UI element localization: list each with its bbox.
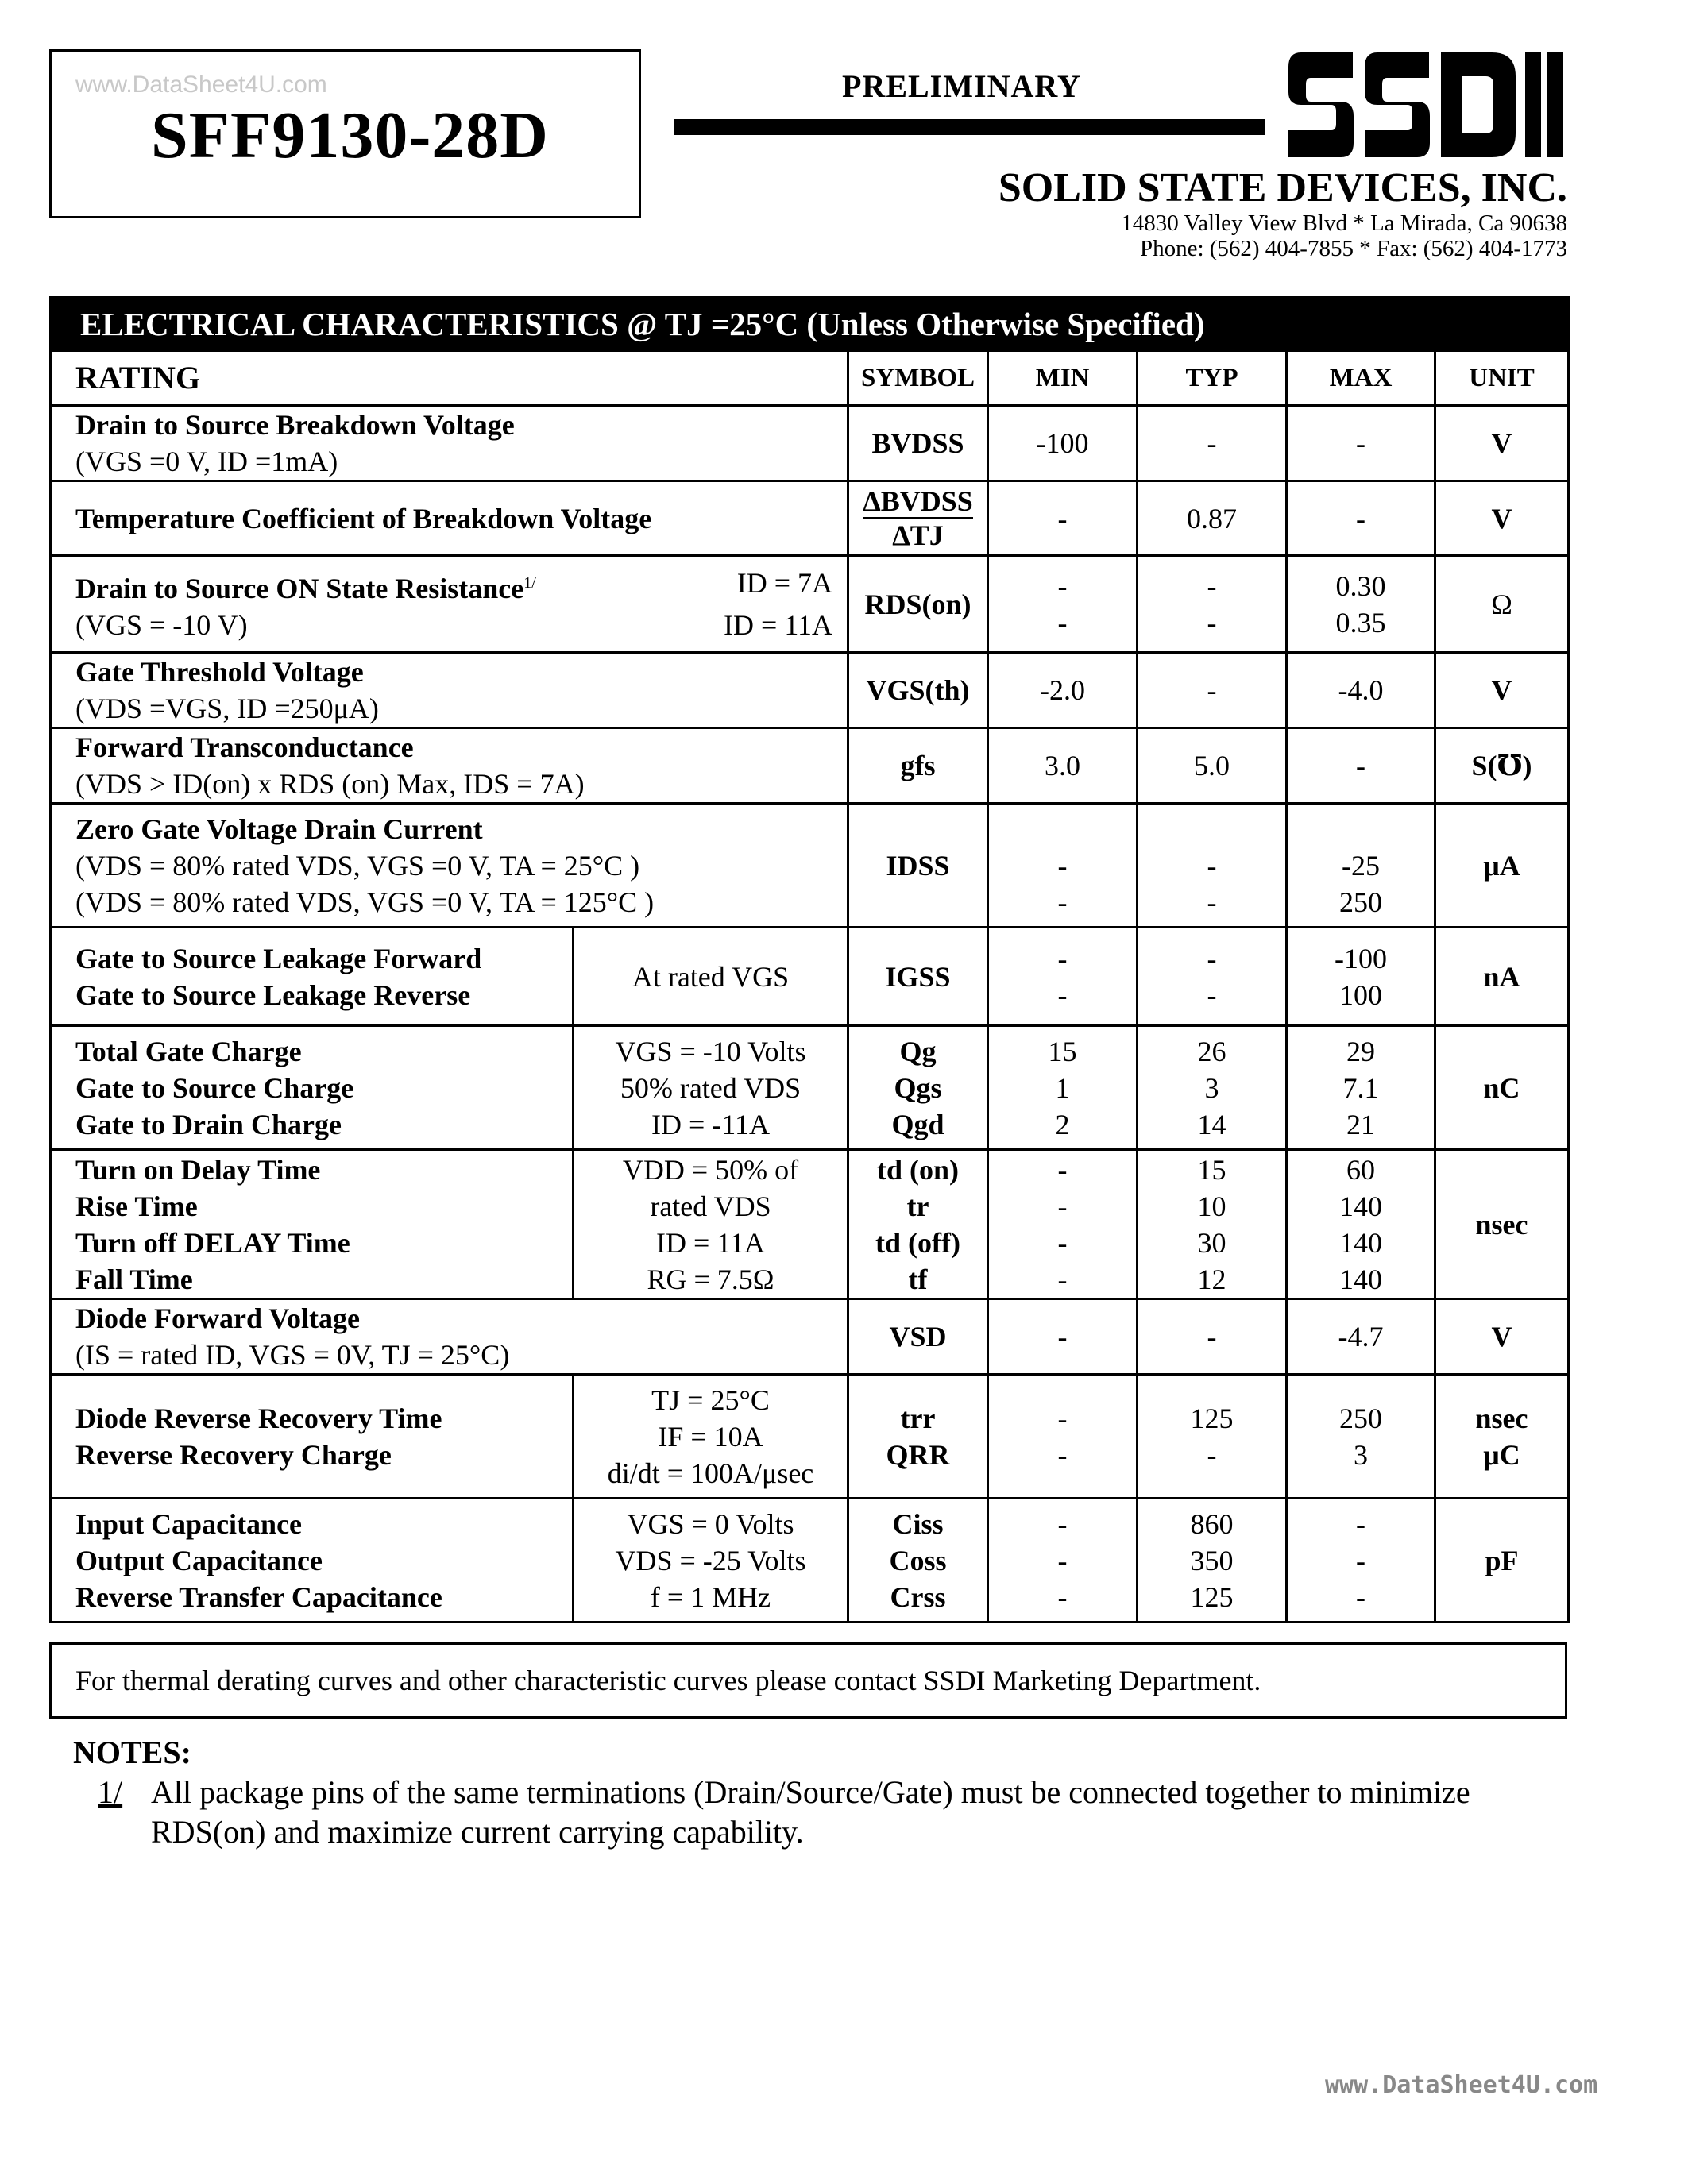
col-typ: TYP [1138,351,1287,406]
test-condition: TJ = 25°C [651,1383,770,1416]
max-value: - [1356,1580,1365,1613]
company-address: 14830 Valley View Blvd * La Mirada, Ca 90638 [1121,210,1567,236]
typ-value: - [1138,406,1287,481]
test-condition: 50% rated VDS [620,1071,802,1104]
max-value: - [1287,728,1435,804]
max-value: - [1356,1544,1365,1576]
test-condition: di/dt = 100A/μsec [607,1457,814,1489]
typ-value: - [1207,606,1217,639]
rating-name: Gate to Source Leakage Forward [75,942,482,974]
table-header-row [51,351,1569,406]
symbol: BVDSS [848,406,988,481]
note-number: 1/ [98,1774,123,1810]
max-value: -25 [1342,849,1380,882]
rating-name: Gate to Source Charge [75,1071,354,1104]
symbol: VGS(th) [848,653,988,728]
typ-value: - [1207,942,1217,974]
note-text-line2: RDS(on) and maximize current carrying capability. [151,1814,804,1850]
rating-condition-id2: ID = 11A [724,609,832,641]
rating-condition-id1: ID = 7A [736,567,832,599]
unit: μC [1483,1438,1520,1471]
company-phone-fax: Phone: (562) 404-7855 * Fax: (562) 404-1773 [1139,236,1567,261]
min-value: - [1057,1580,1068,1613]
symbol: td (on) [876,1153,959,1186]
max-value: 7.1 [1342,1071,1379,1104]
rating-name: Gate Threshold Voltage [75,656,364,688]
symbol: td (off) [875,1226,960,1259]
min-value: - [1057,606,1068,639]
rating-name: Drain to Source Breakdown Voltage [75,409,515,441]
min-value: - [1057,1263,1068,1295]
col-min: MIN [988,351,1138,406]
col-max: MAX [1287,351,1435,406]
min-value: - [1057,1190,1068,1222]
symbol: tr [906,1190,929,1222]
test-condition: VDS = -25 Volts [615,1544,806,1576]
typ-value: 125 [1190,1580,1234,1613]
max-value: - [1287,406,1435,481]
rating-name: Diode Forward Voltage [75,1302,360,1334]
rating-name: Drain to Source ON State Resistance [75,573,524,604]
min-value: 2 [1055,1108,1070,1140]
unit: pF [1435,1499,1569,1623]
table-row [51,728,1569,804]
min-value: 15 [1048,1035,1077,1067]
table-row [51,1026,1569,1150]
rating-condition: (VDS = 80% rated VDS, VGS =0 V, TA = 125°C ) [75,886,655,918]
part-number: SFF9130-28D [151,98,549,172]
test-condition: f = 1 MHz [650,1580,771,1613]
max-value: 250 [1339,1402,1382,1434]
typ-value: 125 [1190,1402,1234,1434]
table-row [51,1150,1569,1299]
typ-value: 5.0 [1138,728,1287,804]
rating-name: Fall Time [75,1263,193,1295]
typ-value: 26 [1197,1035,1226,1067]
rating-condition: (IS = rated ID, VGS = 0V, TJ = 25°C) [75,1339,510,1371]
min-value: 1 [1055,1071,1070,1104]
rating-condition: (VGS =0 V, ID =1mA) [75,446,338,477]
rating-name: Turn off DELAY Time [75,1226,350,1259]
symbol: Coss [889,1544,947,1576]
symbol: RDS(on) [848,556,988,653]
min-value: - [1057,569,1068,602]
unit: S(℧) [1435,728,1569,804]
min-value: - [1057,1226,1068,1259]
max-value: 3 [1354,1438,1368,1471]
typ-value: 10 [1197,1190,1226,1222]
test-condition: RG = 7.5Ω [647,1263,774,1295]
unit: nA [1435,928,1569,1026]
status-label: PRELIMINARY [842,68,1081,104]
min-value: - [1057,1153,1068,1186]
rating-name: Zero Gate Voltage Drain Current [75,812,483,845]
unit: Ω [1435,556,1569,653]
typ-value: 30 [1197,1226,1226,1259]
table-title: ELECTRICAL CHARACTERISTICS @ TJ =25°C (Unless Otherwise Specified) [51,298,1569,351]
note-text-line1: All package pins of the same terminations (Drain/Source/Gate) must be connected together to minimize [151,1774,1470,1810]
table-row [51,481,1569,556]
typ-value: 860 [1190,1507,1234,1540]
rating-name: Total Gate Charge [75,1035,302,1067]
test-condition: VGS = -10 Volts [615,1035,806,1067]
test-condition: VDD = 50% of [622,1153,799,1186]
col-unit: UNIT [1435,351,1569,406]
min-value: - [1057,942,1068,974]
rating-condition: (VDS > ID(on) x RDS (on) Max, IDS = 7A) [75,768,585,800]
test-condition: rated VDS [650,1190,771,1222]
symbol: Ciss [892,1507,944,1540]
max-value: 29 [1346,1035,1375,1067]
typ-value: 14 [1197,1108,1226,1140]
symbol: tf [908,1263,928,1295]
unit: V [1435,653,1569,728]
contact-note-box: For thermal derating curves and other characteristic curves please contact SSDI Marketing Department. [49,1642,1567,1719]
typ-value: - [1207,978,1217,1011]
symbol: trr [900,1402,936,1434]
max-value: -4.0 [1287,653,1435,728]
max-value: 0.35 [1335,606,1386,639]
typ-value: - [1138,653,1287,728]
max-value: 140 [1339,1190,1382,1222]
test-condition: ID = -11A [651,1108,770,1140]
col-symbol: SYMBOL [848,351,988,406]
max-value: 250 [1339,886,1382,918]
min-value: - [1057,978,1068,1011]
typ-value: - [1207,1438,1217,1471]
symbol: IDSS [848,804,988,928]
col-rating: RATING [51,351,848,406]
symbol: gfs [848,728,988,804]
header-rule [674,119,1265,135]
rating-name: Reverse Transfer Capacitance [75,1580,442,1613]
electrical-characteristics-table [49,296,1570,1623]
rating-name: Rise Time [75,1190,198,1222]
rating-name: Gate to Source Leakage Reverse [75,978,471,1011]
unit: nC [1435,1026,1569,1150]
max-value: 60 [1346,1153,1375,1186]
typ-value: 350 [1190,1544,1234,1576]
unit: V [1435,406,1569,481]
symbol: QRR [886,1438,950,1471]
watermark-bottom: www.DataSheet4U.com [1325,2071,1598,2099]
table-row [51,406,1569,481]
unit: V [1435,1299,1569,1375]
typ-value: 3 [1204,1071,1219,1104]
max-value: - [1356,1507,1365,1540]
typ-value: 15 [1197,1153,1226,1186]
rating-name: Output Capacitance [75,1544,323,1576]
typ-value: - [1138,1299,1287,1375]
max-value: 140 [1339,1263,1382,1295]
test-condition: VGS = 0 Volts [627,1507,794,1540]
min-value: - [1057,1402,1068,1434]
symbol-numerator: ΔBVDSS [863,485,973,519]
symbol: VSD [848,1299,988,1375]
symbol: Qgs [894,1071,942,1104]
min-value: - [1057,1544,1068,1576]
min-value: - [988,1299,1138,1375]
rating-name: Input Capacitance [75,1507,303,1540]
typ-value: - [1207,886,1217,918]
rating-name: Forward Transconductance [75,731,414,763]
symbol: Crss [890,1580,946,1613]
symbol: IGSS [848,928,988,1026]
rating-condition: (VDS =VGS, ID =250μA) [75,693,379,724]
min-value: -2.0 [988,653,1138,728]
table-row [51,1299,1569,1375]
rating-name: Gate to Drain Charge [75,1108,342,1140]
max-value: 100 [1339,978,1382,1011]
company-name: SOLID STATE DEVICES, INC. [998,165,1567,210]
unit: nsec [1475,1402,1528,1434]
max-value: -100 [1335,942,1387,974]
rating-name: Reverse Recovery Charge [75,1438,392,1471]
min-value: - [1057,886,1068,918]
notes-heading: NOTES: [73,1734,191,1770]
min-value: - [1057,849,1068,882]
rating-name: Temperature Coefficient of Breakdown Voltage [51,481,848,556]
table-row [51,556,1569,653]
symbol: Qgd [891,1108,944,1140]
max-value: - [1287,481,1435,556]
ssdi-logo [1285,48,1567,163]
typ-value: - [1207,569,1217,602]
typ-value: 12 [1197,1263,1226,1295]
rating-condition: (VDS = 80% rated VDS, VGS =0 V, TA = 25°C ) [75,849,640,882]
max-value: 0.30 [1335,569,1386,602]
min-value: - [988,481,1138,556]
unit: V [1435,481,1569,556]
rating-condition: (VGS = -10 V) [75,609,248,641]
typ-value: - [1207,849,1217,882]
test-condition: IF = 10A [658,1420,763,1453]
rating-name: Diode Reverse Recovery Time [75,1402,442,1434]
table-row [51,1375,1569,1499]
min-value: 3.0 [988,728,1138,804]
test-condition: ID = 11A [656,1226,765,1259]
min-value: - [1057,1507,1068,1540]
table-row [51,804,1569,928]
max-value: 21 [1346,1108,1375,1140]
watermark-top: www.DataSheet4U.com [75,71,327,98]
unit: μA [1435,804,1569,928]
note-ref: 1/ [523,574,536,592]
max-value: 140 [1339,1226,1382,1259]
table-row [51,1499,1569,1623]
min-value: -100 [988,406,1138,481]
unit: nsec [1435,1150,1569,1299]
table-row [51,928,1569,1026]
test-condition: At rated VGS [574,928,848,1026]
typ-value: 0.87 [1138,481,1287,556]
min-value: - [1057,1438,1068,1471]
symbol: Qg [899,1035,937,1067]
symbol-denominator: ΔTJ [892,519,944,551]
table-row [51,653,1569,728]
max-value: -4.7 [1287,1299,1435,1375]
rating-name: Turn on Delay Time [75,1153,321,1186]
